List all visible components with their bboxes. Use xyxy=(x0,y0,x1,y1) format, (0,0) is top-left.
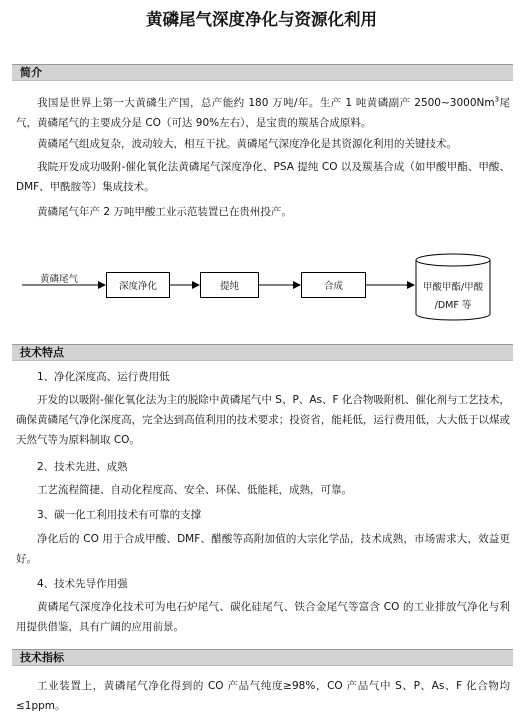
section-header-intro xyxy=(12,64,513,81)
flow-step-refining: 提纯 xyxy=(200,272,259,298)
flow-step-purification: 深度净化 xyxy=(106,272,170,298)
flow-product-label-2: /DMF 等 xyxy=(434,300,472,311)
intro-paragraph-3: 我院开发成功吸附-催化氧化法黄磷尾气深度净化、PSA 提纯 CO 以及羰基合成（如甲酸甲酯、甲酸、DMF、甲酰胺等）集成技术。 xyxy=(16,161,510,193)
intro-paragraph-1 xyxy=(16,93,510,133)
feature-2-text: 工艺流程简捷、自动化程度高、安全、环保、低能耗，成熟，可靠。 xyxy=(37,484,352,496)
intro-paragraph-2: 黄磷尾气组成复杂，波动较大，相互干扰。黄磷尾气深度净化是其资源化利用的关键技术。 xyxy=(37,138,457,150)
superscript: 3 xyxy=(494,95,500,104)
feature-2-title: 2、技术先进、成熟 xyxy=(37,461,128,473)
indicators-text: 工业装置上，黄磷尾气净化得到的 CO 产品气纯度≥98%，CO 产品气中 S、P、As、F 化合物均≤1ppm。 xyxy=(16,680,510,712)
feature-4-text: 黄磷尾气深度净化技术可为电石炉尾气、碳化硅尾气、铁合金尾气等富含 CO 的工业排放气净化与利用提供借鉴，具有广阔的应用前景。 xyxy=(16,601,510,633)
feature-4-title: 4、技术先导作用强 xyxy=(37,578,128,590)
feature-3-title: 3、碳一化工利用技术有可靠的支撑 xyxy=(37,509,202,521)
intro-paragraph-1-text-b: 尾气，黄磷尾气的主要成分是 CO（可达 90%左右），是宝贵的羰基合成原料。 xyxy=(16,97,511,129)
feature-3-text: 净化后的 CO 用于合成甲酸、DMF、醋酸等高附加值的大宗化学品，技术成熟，市场需求大，效益更好。 xyxy=(16,533,510,565)
feature-1-title: 1、净化深度高、运行费用低 xyxy=(37,371,170,383)
section-heading: 技术特点 xyxy=(20,346,64,359)
process-flow-diagram xyxy=(0,248,523,326)
flow-input-label: 黄磷尾气 xyxy=(40,274,79,285)
flow-product-label-1: 甲酸甲酯/甲酸 xyxy=(422,282,484,293)
section-header-features xyxy=(12,344,513,361)
page-title: 黄磷尾气深度净化与资源化利用 xyxy=(146,10,377,29)
section-heading: 简介 xyxy=(20,66,42,79)
flow-step-synthesis: 合成 xyxy=(301,272,366,298)
section-header-indicators xyxy=(12,649,513,666)
intro-paragraph-1-text-a: 我国是世界上第一大黄磷生产国，总产能约 180 万吨/年。生产 1 吨黄磷副产 2500~3000Nm xyxy=(37,97,495,109)
section-heading: 技术指标 xyxy=(20,651,64,664)
feature-1-text: 开发的以吸附-催化氧化法为主的脱除中黄磷尾气中 S、P、As、F 化合物吸附机、催化剂与工艺技术，确保黄磷尾气净化深度高，完全达到高值利用的技术要求；投资省，能耗低，运行费用低，大大低于以煤或天然气等为原料制取 CO。 xyxy=(16,394,510,446)
intro-paragraph-4: 黄磷尾气年产 2 万吨甲酸工业示范装置已在贵州投产。 xyxy=(37,206,292,218)
